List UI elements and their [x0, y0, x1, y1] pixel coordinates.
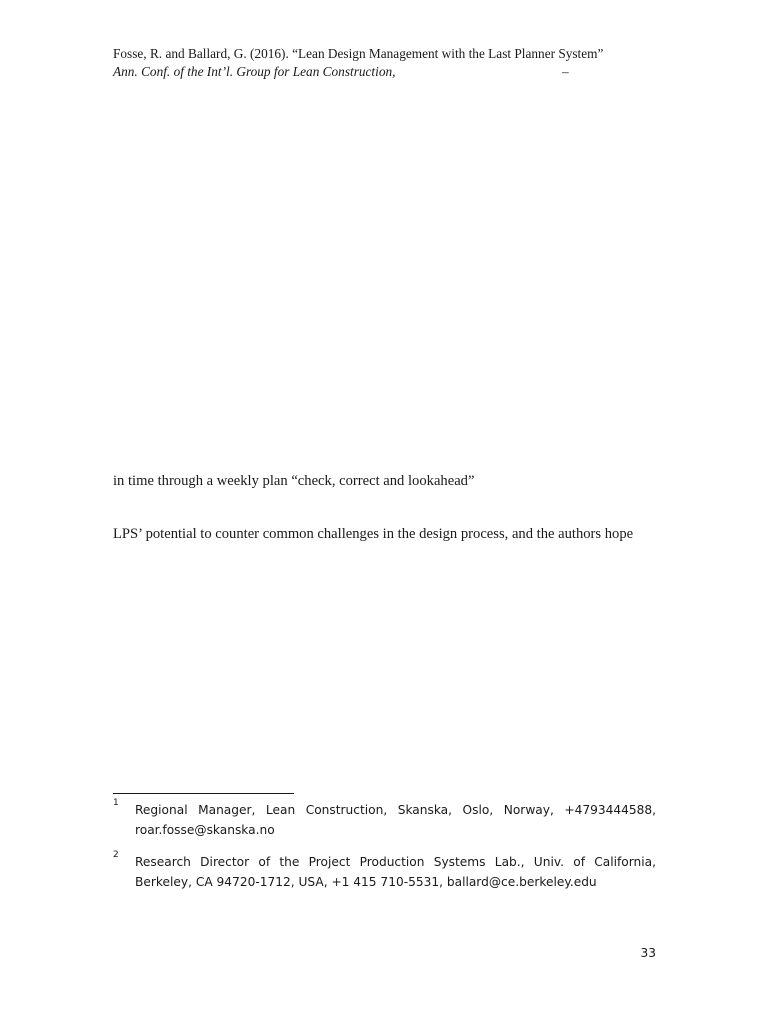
footnote-text: Research Director of the Project Production Systems Lab., Univ. of California, Berkeley, CA 94720-1712, USA, +1 415 710-5531, ballard@ce.berkeley.edu: [135, 855, 656, 889]
footnote-1: [113, 800, 656, 840]
running-header-dash: –: [562, 64, 569, 79]
footnote-text: Regional Manager, Lean Construction, Skanska, Oslo, Norway, +4793444588, roar.fosse@skanska.no: [135, 803, 656, 837]
footnote-separator: [113, 793, 294, 794]
footnote-marker: 2: [113, 850, 119, 860]
running-header-citation: Fosse, R. and Ballard, G. (2016). “Lean Design Management with the Last Planner System”: [113, 46, 604, 61]
page-number: 33: [640, 946, 656, 960]
running-header-venue: Ann. Conf. of the Int’l. Group for Lean Construction,: [113, 64, 396, 79]
body-text-line: LPS’ potential to counter common challenges in the design process, and the authors hope: [113, 526, 634, 542]
footnote-2: [113, 852, 656, 892]
body-text-line: in time through a weekly plan “check, correct and lookahead”: [113, 473, 475, 489]
footnote-marker: 1: [113, 798, 119, 808]
